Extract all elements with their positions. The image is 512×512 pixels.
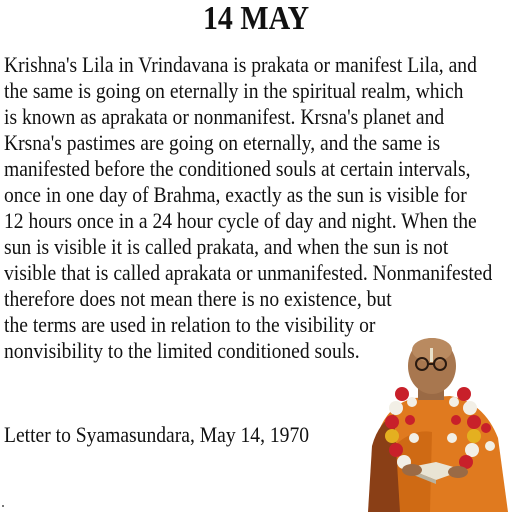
- quote-line: 12 hours once in a 24 hour cycle of day and night. When the: [4, 208, 477, 233]
- quote-line: the same is going on eternally in the spiritual realm, which: [4, 78, 464, 103]
- citation: Letter to Syamasundara, May 14, 1970: [4, 422, 310, 447]
- quote-line: nonvisibility to the limited conditioned souls.: [4, 338, 360, 363]
- quote-text: [4, 52, 502, 364]
- quote-line: manifested before the conditioned souls at certain intervals,: [4, 156, 471, 181]
- quote-line: once in one day of Brahma, exactly as the sun is visible for: [4, 182, 467, 207]
- speck: [2, 505, 4, 507]
- quote-line: the terms are used in relation to the visibility or: [4, 312, 376, 337]
- quote-line: is known as aprakata or nonmanifest. Krsna's planet and: [4, 104, 445, 129]
- quote-line: Krishna's Lila in Vrindavana is prakata or manifest Lila, and: [4, 52, 477, 77]
- quote-line: visible that is called aprakata or unmanifested. Nonmanifested: [4, 260, 493, 285]
- quote-line: Krsna's pastimes are going on eternally, and the same is: [4, 130, 441, 155]
- portrait-photo: [352, 328, 512, 512]
- quote-line: sun is visible it is called prakata, and when the sun is not: [4, 234, 449, 259]
- quote-line: therefore does not mean there is no existence, but: [4, 286, 392, 311]
- page-title: 14 MAY: [202, 0, 310, 37]
